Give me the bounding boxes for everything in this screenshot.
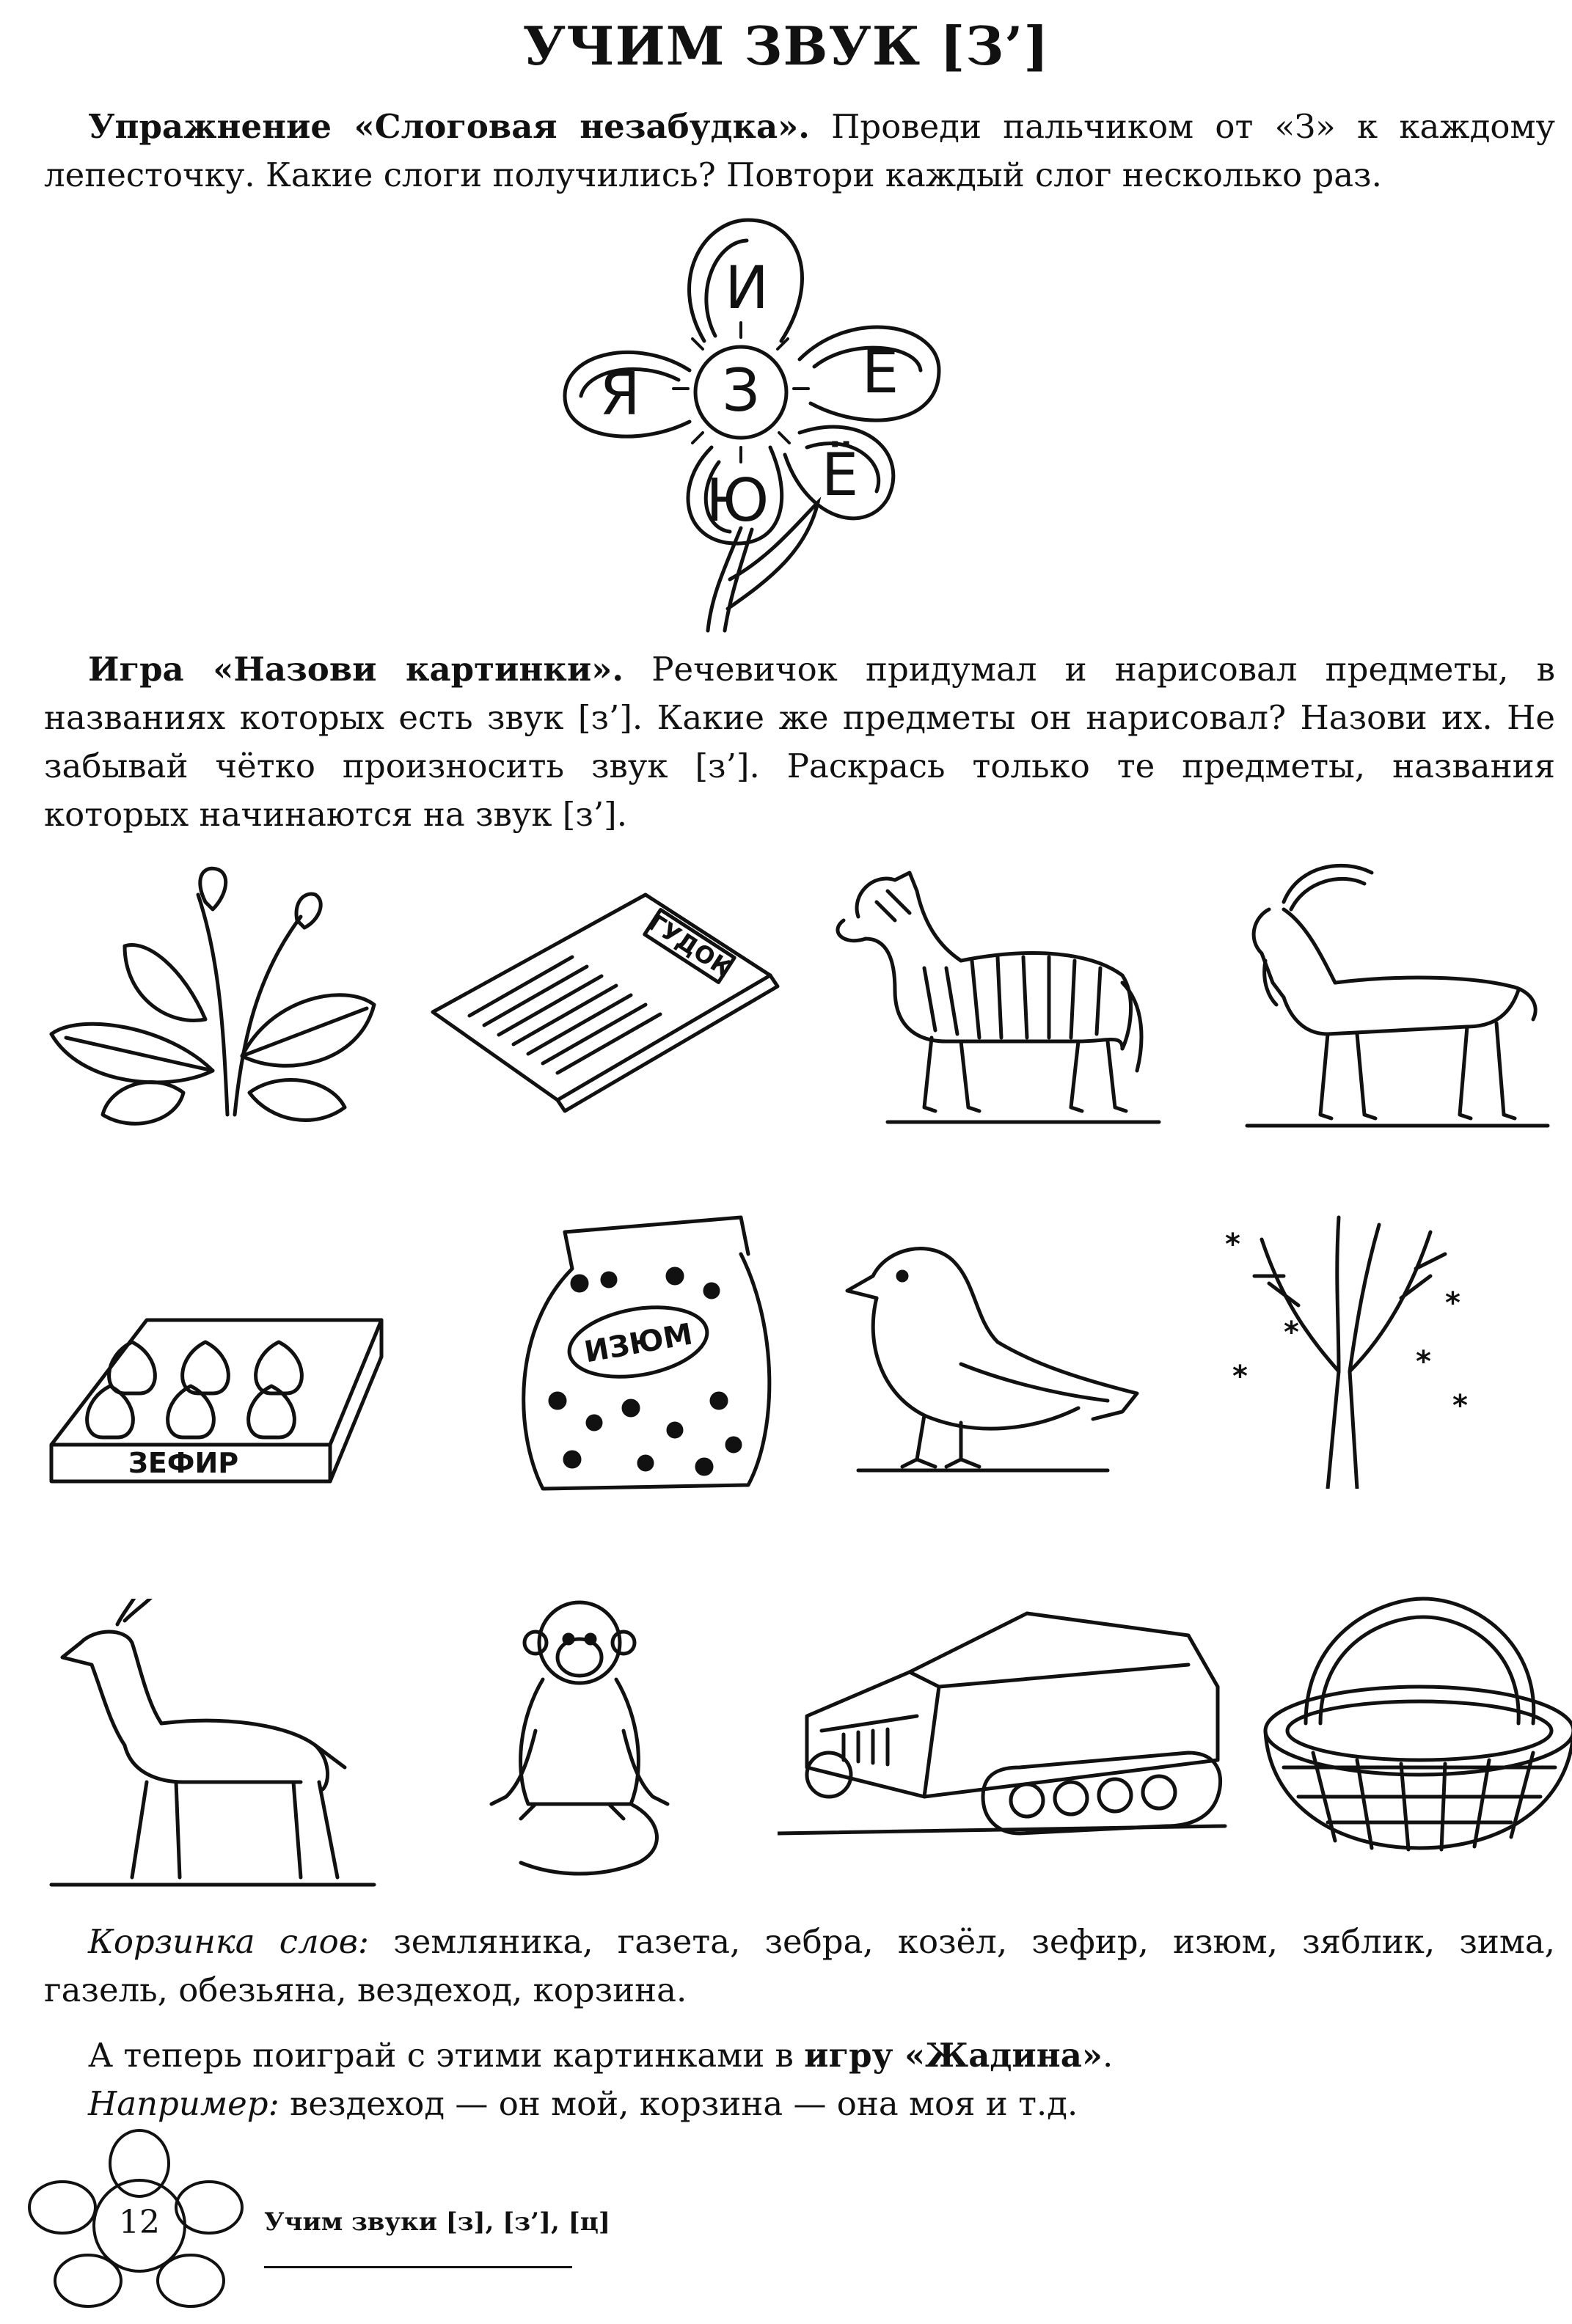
newspaper-label: ГУДОК [643, 908, 737, 983]
marshmallow-box-icon [37, 1225, 396, 1518]
footer-rule [264, 2266, 572, 2268]
flower-center-letter: З [722, 356, 760, 425]
exercise-forget-me-not [44, 103, 1555, 199]
page-footer [22, 2127, 682, 2317]
newspaper-icon [425, 851, 785, 1144]
exercise-name-pictures-name: Игра «Назови картинки». [88, 650, 624, 689]
svg-text:*: * [1452, 1389, 1468, 1423]
picture-monkey[interactable] [447, 1584, 807, 1877]
exercise-forget-me-not-text: Проведи пальчиком от «З» к каждому лепесточку. Какие слоги получились? Повтори каждый слог несколько раз. [44, 107, 1555, 194]
picture-all-terrain-vehicle[interactable] [778, 1591, 1232, 1885]
exercise-forget-me-not-name: Упражнение «Слоговая незабудка». [88, 107, 810, 146]
picture-marshmallow-box[interactable] [37, 1225, 396, 1518]
picture-basket[interactable] [1240, 1584, 1572, 1877]
example-text: вездеход — он мой, корзина — она моя и т.д. [279, 2084, 1078, 2123]
picture-gazelle[interactable] [37, 1599, 396, 1892]
picture-winter-tree[interactable] [1210, 1195, 1570, 1489]
page-title: УЧИМ ЗВУК [З’] [522, 15, 1050, 77]
exercise-name-pictures [44, 645, 1555, 839]
exercise-name-pictures-text: Речевичок придумал и нарисовал предметы, в названиях которых есть звук [з’]. Какие же предметы он нарисовал? Назови их. Не забывай чётко произносить звук [з’]. Раскрась только те предметы, названия которых начинаются на звук [з’]. [44, 650, 1555, 834]
svg-text:*: * [1284, 1316, 1299, 1349]
picture-finch[interactable] [814, 1217, 1174, 1511]
finch-bird-icon [814, 1217, 1174, 1511]
exercise-greedy-name: игру «Жадина» [804, 2036, 1103, 2075]
svg-text:*: * [1445, 1286, 1461, 1320]
petal-letter: Ю [705, 466, 769, 535]
basket-icon [1240, 1584, 1572, 1877]
zebra-icon [814, 851, 1174, 1144]
petal-letter: И [725, 254, 769, 322]
word-basket-words: земляника, газета, зебра, козёл, зефир, изюм, зяблик, зима, газель, обезьяна, вездеход, корзина. [44, 1922, 1555, 2009]
word-basket [44, 1918, 1555, 2015]
raisin-bag-label: ИЗЮМ [582, 1317, 695, 1370]
picture-raisin-bag[interactable] [499, 1210, 858, 1503]
svg-text:*: * [1416, 1345, 1431, 1379]
word-basket-label: Корзинка слов: [88, 1922, 370, 1961]
petal-letter: Е [861, 338, 899, 406]
svg-text:*: * [1232, 1360, 1248, 1393]
page-number: 12 [119, 2204, 160, 2241]
picture-wild-strawberry[interactable] [37, 851, 396, 1144]
all-terrain-vehicle-icon [778, 1591, 1232, 1885]
syllable-flower-icon [557, 213, 968, 638]
running-title: Учим звуки [з], [з’], [ц] [264, 2207, 610, 2237]
picture-newspaper[interactable] [425, 851, 785, 1144]
exercise-greedy-text: А теперь поиграй с этими картинками в [88, 2036, 805, 2075]
wild-strawberry-icon [37, 851, 396, 1144]
winter-tree-icon [1210, 1195, 1570, 1489]
svg-text:*: * [1225, 1228, 1240, 1261]
gazelle-icon [37, 1599, 396, 1892]
exercise-greedy [44, 2031, 1555, 2128]
picture-grid [37, 851, 1540, 1892]
example-label: Например: [88, 2084, 279, 2123]
petal-letter: Я [599, 360, 640, 428]
petal-letter: Ё [821, 441, 859, 509]
exercise-greedy-period: . [1102, 2036, 1114, 2075]
picture-zebra[interactable] [814, 851, 1174, 1144]
goat-icon [1203, 851, 1562, 1144]
marshmallow-box-label: ЗЕФИР [128, 1447, 239, 1479]
raisin-bag-icon [499, 1210, 858, 1503]
monkey-icon [447, 1584, 807, 1877]
picture-goat[interactable] [1203, 851, 1562, 1144]
